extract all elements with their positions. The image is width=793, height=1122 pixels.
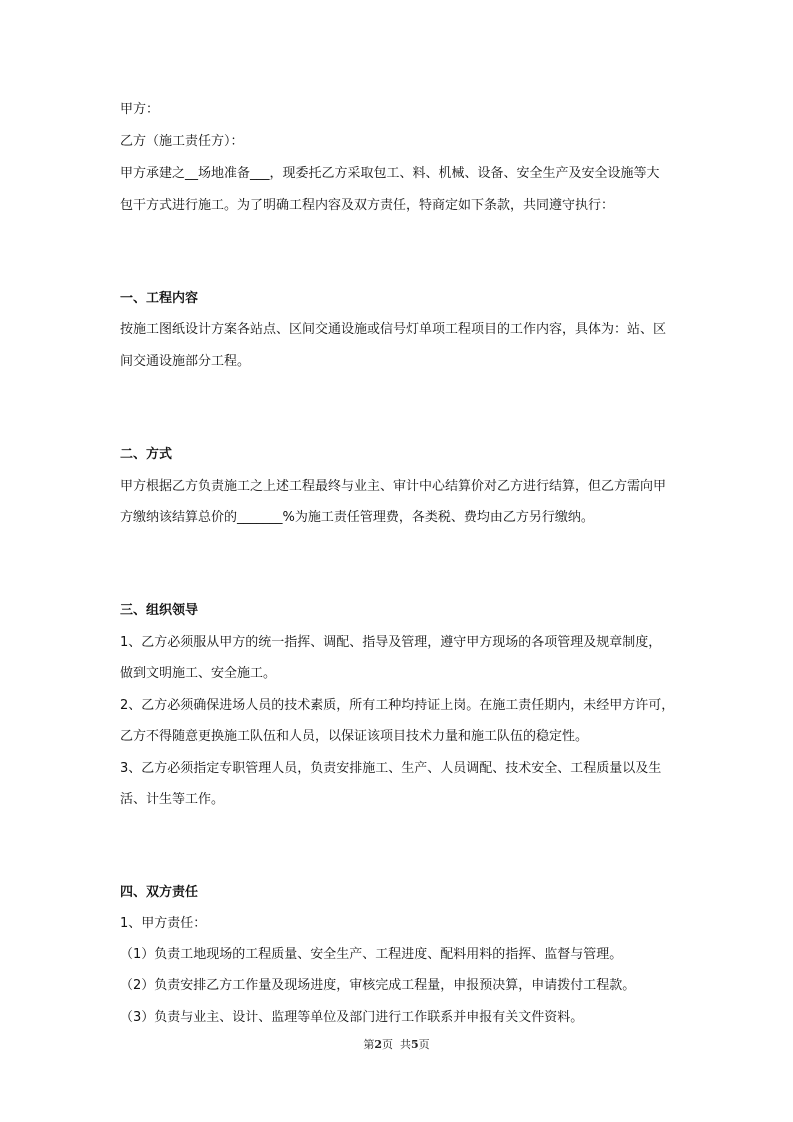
current-page-number: 2	[374, 1038, 382, 1051]
paragraph-line: 1、甲方责任：	[120, 916, 207, 931]
paragraph-line: 1、乙方必须服从甲方的统一指挥、调配、指导及管理，遵守甲方现场的各项管理及规章制度，	[120, 635, 662, 650]
paragraph-line: 按施工图纸设计方案各站点、区间交通设施或信号灯单项工程项目的工作内容，具体为：站、区	[120, 322, 667, 337]
section-heading: 四、双方责任	[120, 885, 199, 900]
paragraph-line: 间交通设施部分工程。	[120, 354, 251, 369]
paragraph-line: 乙方不得随意更换施工队伍和人员，以保证该项目技术力量和施工队伍的稳定性。	[120, 729, 589, 744]
paragraph-line: 甲方根据乙方负责施工之上述工程最终与业主、审计中心结算价对乙方进行结算，但乙方需向甲	[120, 479, 667, 494]
paragraph-line: 活、计生等工作。	[120, 792, 225, 807]
page-footer	[0, 1036, 793, 1052]
paragraph-line: 3、乙方必须指定专职管理人员，负责安排施工、生产、人员调配、技术安全、工程质量以及生	[120, 761, 662, 776]
party-b-label: 乙方（施工责任方）：	[120, 134, 244, 149]
paragraph-line: 方缴纳该结算总价的_______%为施工责任管理费，各类税、费均由乙方另行缴纳。	[120, 510, 594, 525]
section-heading: 一、工程内容	[120, 291, 199, 306]
section-heading: 二、方式	[120, 447, 173, 462]
paragraph-line: 2、乙方必须确保进场人员的技术素质，所有工种均持证上岗。在施工责任期内，未经甲方许可，	[120, 698, 675, 713]
intro-line: 包干方式进行施工。为了明确工程内容及双方责任，特商定如下条款，共同遵守执行：	[120, 198, 615, 213]
paragraph-line: （3）负责与业主、设计、监理等单位及部门进行工作联系并申报有关文件资料。	[120, 1010, 584, 1025]
paragraph-line: （2）负责安排乙方工作量及现场进度，审核完成工程量，申报预决算，申请拨付工程款。	[120, 978, 636, 993]
footer-mid: 页 共	[382, 1038, 411, 1051]
footer-suffix: 页	[418, 1038, 430, 1051]
paragraph-line: 做到文明施工、安全施工。	[120, 666, 277, 681]
section-heading: 三、组织领导	[120, 603, 199, 618]
total-pages-number: 5	[411, 1038, 419, 1051]
footer-prefix: 第	[363, 1038, 375, 1051]
paragraph-line: （1）负责工地现场的工程质量、安全生产、工程进度、配料用料的指挥、监督与管理。	[120, 947, 623, 962]
intro-line: 甲方承建之__场地准备___，现委托乙方采取包工、料、机械、设备、安全生产及安全设施等大	[120, 166, 660, 181]
party-a-label: 甲方：	[120, 102, 160, 117]
